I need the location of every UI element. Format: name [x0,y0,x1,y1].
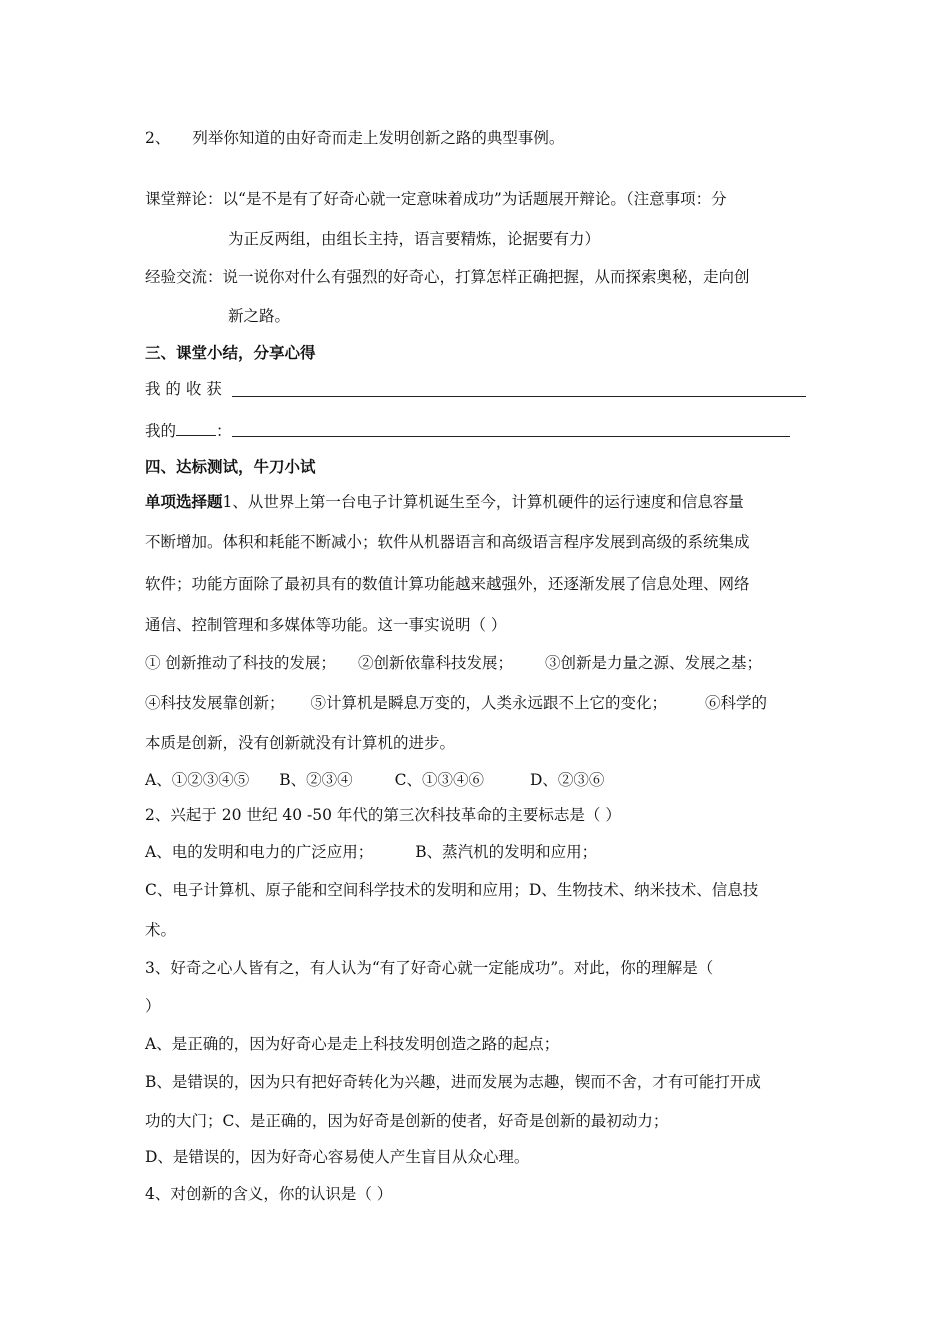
my-topic-row [145,421,232,441]
q2-option-b[interactable]: B、蒸汽机的发明和应用； [415,843,598,861]
q1-statements-2 [145,693,767,713]
single-choice-label: 单项选择题 [145,493,223,511]
statement-4: ④科技发展靠创新； [145,694,285,712]
my-prefix: 我的 [145,422,177,440]
q3-option-b-1[interactable]: B、是错误的，因为只有把好奇转化为兴趣，进而发展为志趣，锲而不舍，才有可能打开成 [145,1073,761,1091]
q3-option-b-2: 功的大门；C、是正确的，因为好奇是创新的使者，好奇是创新的最初动力； [145,1112,669,1130]
q1-line-2: 不断增加。体积和耗能不断减小；软件从机器语言和高级语言程序发展到高级的系统集成 [145,533,750,551]
section-3-heading: 三、课堂小结，分享心得 [145,344,316,362]
q1-line-3: 软件；功能方面除了最初具有的数值计算功能越来越强外，还逐渐发展了信息处理、网络 [145,575,750,593]
q1-line-4: 通信、控制管理和多媒体等功能。这一事实说明（ ） [145,616,507,634]
q3-stem-1: 3、好奇之心人皆有之，有人认为“有了好奇心就一定能成功”。对此，你的理解是（ [145,959,714,977]
my-answer-line[interactable] [232,436,790,437]
statement-1: ① 创新推动了科技的发展； [145,654,336,672]
q1-option-d[interactable]: D、②③⑥ [529,771,605,789]
q2-options-ab [145,842,597,862]
q3-option-d[interactable]: D、是错误的，因为好奇心容易使人产生盲目从众心理。 [145,1148,530,1166]
gains-answer-line[interactable] [232,396,806,397]
q2-options-cd-1[interactable]: C、电子计算机、原子能和空间科学技术的发明和应用；D、生物技术、纳米技术、信息技 [145,881,759,899]
q1-option-c[interactable]: C、①③④⑥ [394,771,484,789]
question-item-2 [145,128,564,148]
section-4-heading: 四、达标测试，牛刀小试 [145,458,316,476]
statement-2: ②创新依靠科技发展； [357,654,513,672]
q2-stem: 2、兴起于 20 世纪 40 -50 年代的第三次科技革命的主要标志是（ ） [145,806,621,824]
q1-stem-start: 1、从世界上第一台电子计算机诞生至今，计算机硬件的运行速度和信息容量 [222,493,744,511]
item-text: 列举你知道的由好奇而走上发明创新之路的典型事例。 [192,129,565,147]
q1-line-1 [145,492,744,512]
statement-5: ⑤计算机是瞬息万变的，人类永远跟不上它的变化； [310,694,668,712]
q1-statements-1 [145,653,762,673]
exchange-line-1: 经验交流：说一说你对什么有强烈的好奇心，打算怎样正确把握，从而探索奥秘，走向创 [145,268,750,286]
statement-3: ③创新是力量之源、发展之基； [544,654,762,672]
item-number: 2、 [145,129,171,147]
q1-option-b[interactable]: B、②③④ [279,771,353,789]
q2-option-a[interactable]: A、电的发明和电力的广泛应用； [145,843,374,861]
my-suffix: ： [216,422,232,440]
q3-stem-2: ） [145,997,161,1015]
q2-options-cd-2: 术。 [145,921,177,939]
gains-label: 我 的 收 获 [145,380,222,398]
debate-line-1: 课堂辩论：以“是不是有了好奇心就一定意味着成功”为话题展开辩论。（注意事项：分 [145,190,727,208]
q4-stem: 4、对创新的含义，你的认识是（ ） [145,1185,393,1203]
topic-blank[interactable] [176,421,216,436]
debate-line-2: 为正反两组，由组长主持，语言要精炼，论据要有力） [228,230,601,248]
exchange-line-2: 新之路。 [228,307,291,325]
q1-options [145,770,604,790]
q3-option-a[interactable]: A、是正确的，因为好奇心是走上科技发明创造之路的起点； [145,1035,560,1053]
q1-statements-3: 本质是创新，没有创新就没有计算机的进步。 [145,734,456,752]
statement-6: ⑥科学的 [705,694,768,712]
q1-option-a[interactable]: A、①②③④⑤ [145,771,250,789]
